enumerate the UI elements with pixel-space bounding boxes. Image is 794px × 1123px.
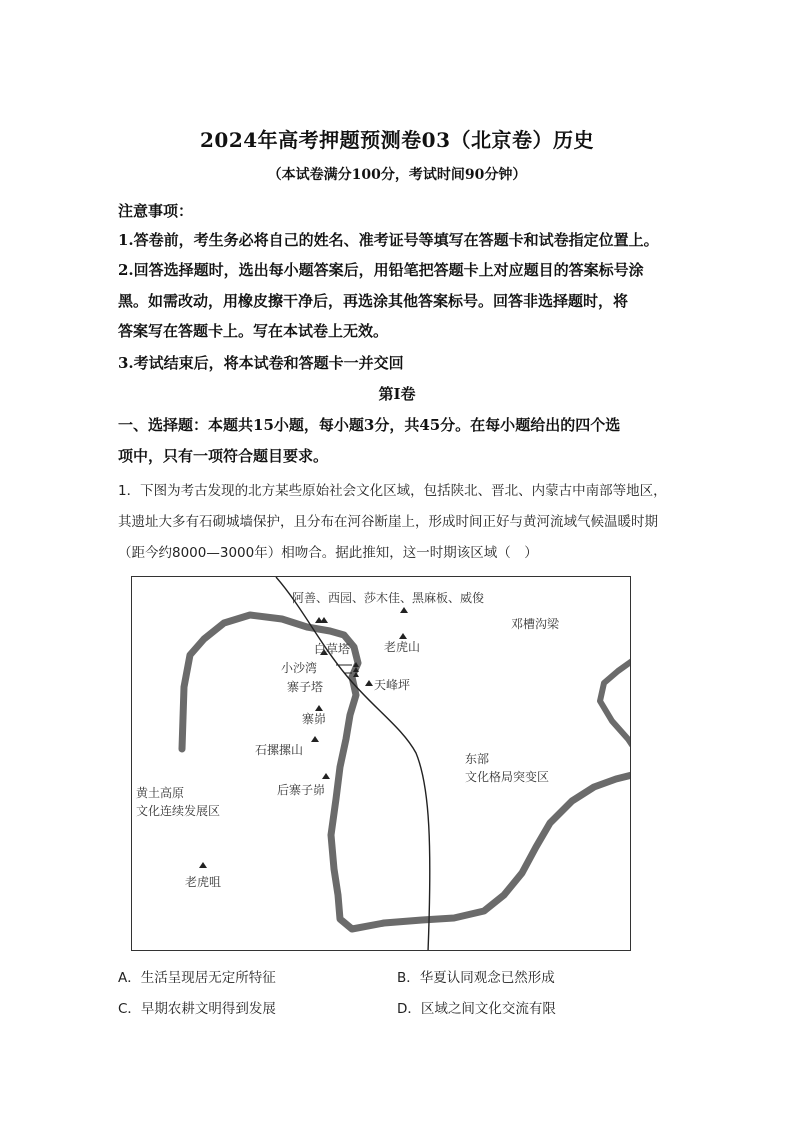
notice-item: 1.答卷前，考生务必将自己的姓名、准考证号等填写在答题卡和试卷指定位置上。 [118, 231, 659, 249]
map-label: 寨峁 [302, 712, 327, 726]
section-instructions: 项中，只有一项符合题目要求。 [118, 447, 329, 465]
site-markers [199, 607, 411, 868]
option-d[interactable]: D．区域之间文化交流有限 [397, 1001, 556, 1017]
region-boundary [182, 615, 631, 929]
section-instructions: 一、选择题：本题共15小题，每小题3分，共45分。在每小题给出的四个选 [118, 416, 621, 434]
map-drawing [132, 577, 631, 951]
option-a[interactable]: A．生活呈现居无定所特征 [118, 970, 276, 986]
map-label: 天峰坪 [374, 678, 411, 692]
map-label: 黄土高原 [136, 786, 185, 800]
option-c[interactable]: C．早期农耕文明得到发展 [118, 1001, 276, 1017]
notice-item: 2.回答选择题时，选出每小题答案后，用铅笔把答题卡上对应题目的答案标号涂 [118, 261, 644, 279]
boundary-line [276, 577, 430, 951]
option-b[interactable]: B．华夏认同观念已然形成 [397, 970, 555, 986]
question-stem: 其遗址大多有石砌城墙保护，且分布在河谷断崖上，形成时间正好与黄河流域气候温暖时期 [118, 514, 658, 530]
volume-heading: 第Ⅰ卷 [378, 385, 416, 403]
notice-item: 答案写在答题卡上。写在本试卷上无效。 [118, 322, 389, 340]
notice-item: 3.考试结束后，将本试卷和答题卡一并交回 [118, 354, 404, 372]
page-title: 2024年高考押题预测卷03（北京卷）历史 [200, 128, 594, 152]
map-label: 老虎咀 [185, 875, 222, 889]
map-label: 白草塔 [314, 642, 351, 656]
map-label: 文化格局突变区 [465, 770, 550, 784]
notice-heading: 注意事项： [118, 202, 194, 220]
map-label: 老虎山 [384, 640, 421, 654]
question-stem: （距今约8000—3000年）相吻合。据此推知，这一时期该区域（ ） [118, 545, 538, 561]
map-label: 文化连续发展区 [136, 804, 221, 818]
map-label: 后寨子峁 [277, 783, 326, 797]
map-label: 小沙湾 [281, 661, 318, 675]
map-label: 寨子塔 [287, 680, 324, 694]
map-label: 石摞摞山 [255, 743, 304, 757]
map-label: 邓槽沟梁 [511, 617, 560, 631]
exam-info: （本试卷满分100分，考试时间90分钟） [267, 167, 527, 183]
map-label: 阿善、西园、莎木佳、黑麻板、威俊 [292, 591, 485, 605]
question-stem: 1．下图为考古发现的北方某些原始社会文化区域，包括陕北、晋北、内蒙古中南部等地区， [118, 483, 667, 499]
region-boundary-east [600, 661, 631, 745]
archaeology-map [131, 576, 631, 951]
notice-item: 黑。如需改动，用橡皮擦干净后，再选涂其他答案标号。回答非选择题时，将 [118, 292, 629, 310]
map-label: 东部 [465, 752, 490, 766]
